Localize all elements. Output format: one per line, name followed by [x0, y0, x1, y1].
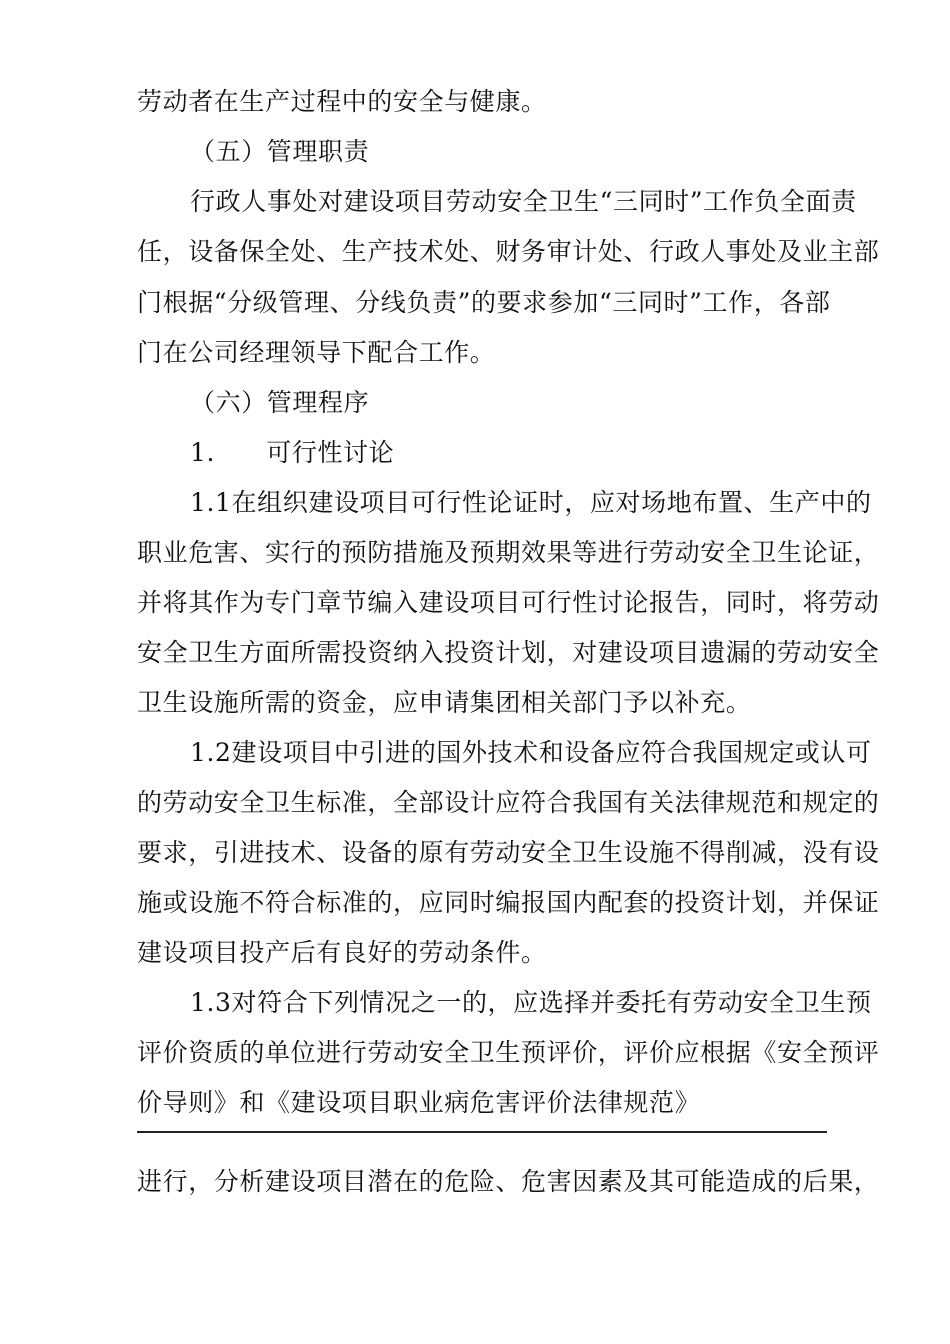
text-line: 要求，引进技术、设备的原有劳动安全卫生设施不得削减，没有设	[137, 838, 880, 867]
text-line: 价导则》和《建设项目职业病危害评价法律规范》	[137, 1088, 701, 1117]
text-line: 施或设施不符合标准的，应同时编报国内配套的投资计划，并保证	[137, 888, 880, 917]
text-line: 卫生设施所需的资金，应申请集团相关部门予以补充。	[137, 688, 752, 717]
text-line: 并将其作为专门章节编入建设项目可行性讨论报告，同时，将劳动	[137, 588, 880, 617]
text-line: 的劳动安全卫生标准，全部设计应符合我国有关法律规范和规定的	[137, 788, 880, 817]
footnote-divider	[137, 1131, 827, 1133]
subsection-heading: 1. 可行性讨论	[190, 438, 395, 467]
text-line: 安全卫生方面所需投资纳入投资计划，对建设项目遗漏的劳动安全	[137, 638, 880, 667]
text-line: 评价资质的单位进行劳动安全卫生预评价，评价应根据《安全预评	[137, 1038, 880, 1067]
section-heading: （五）管理职责	[190, 137, 370, 166]
text-line: 职业危害、实行的预防措施及预期效果等进行劳动安全卫生论证，	[137, 538, 880, 567]
text-line: 门在公司经理领导下配合工作。	[137, 338, 496, 367]
text-line: 1.2建设项目中引进的国外技术和设备应符合我国规定或认可	[190, 738, 872, 767]
text-line: 行政人事处对建设项目劳动安全卫生“三同时”工作负全面责	[190, 187, 857, 216]
text-line: 1.1在组织建设项目可行性论证时，应对场地布置、生产中的	[190, 488, 872, 517]
text-line: 建设项目投产后有良好的劳动条件。	[137, 938, 547, 967]
text-line: 任，设备保全处、生产技术处、财务审计处、行政人事处及业主部	[137, 237, 880, 266]
text-line: 门根据“分级管理、分线负责”的要求参加“三同时”工作，各部	[137, 288, 831, 317]
text-line: 1.3对符合下列情况之一的，应选择并委托有劳动安全卫生预	[190, 988, 872, 1017]
text-line: 劳动者在生产过程中的安全与健康。	[137, 87, 547, 116]
text-line: 进行，分析建设项目潜在的危险、危害因素及其可能造成的后果，	[137, 1167, 880, 1196]
section-heading: （六）管理程序	[190, 388, 370, 417]
